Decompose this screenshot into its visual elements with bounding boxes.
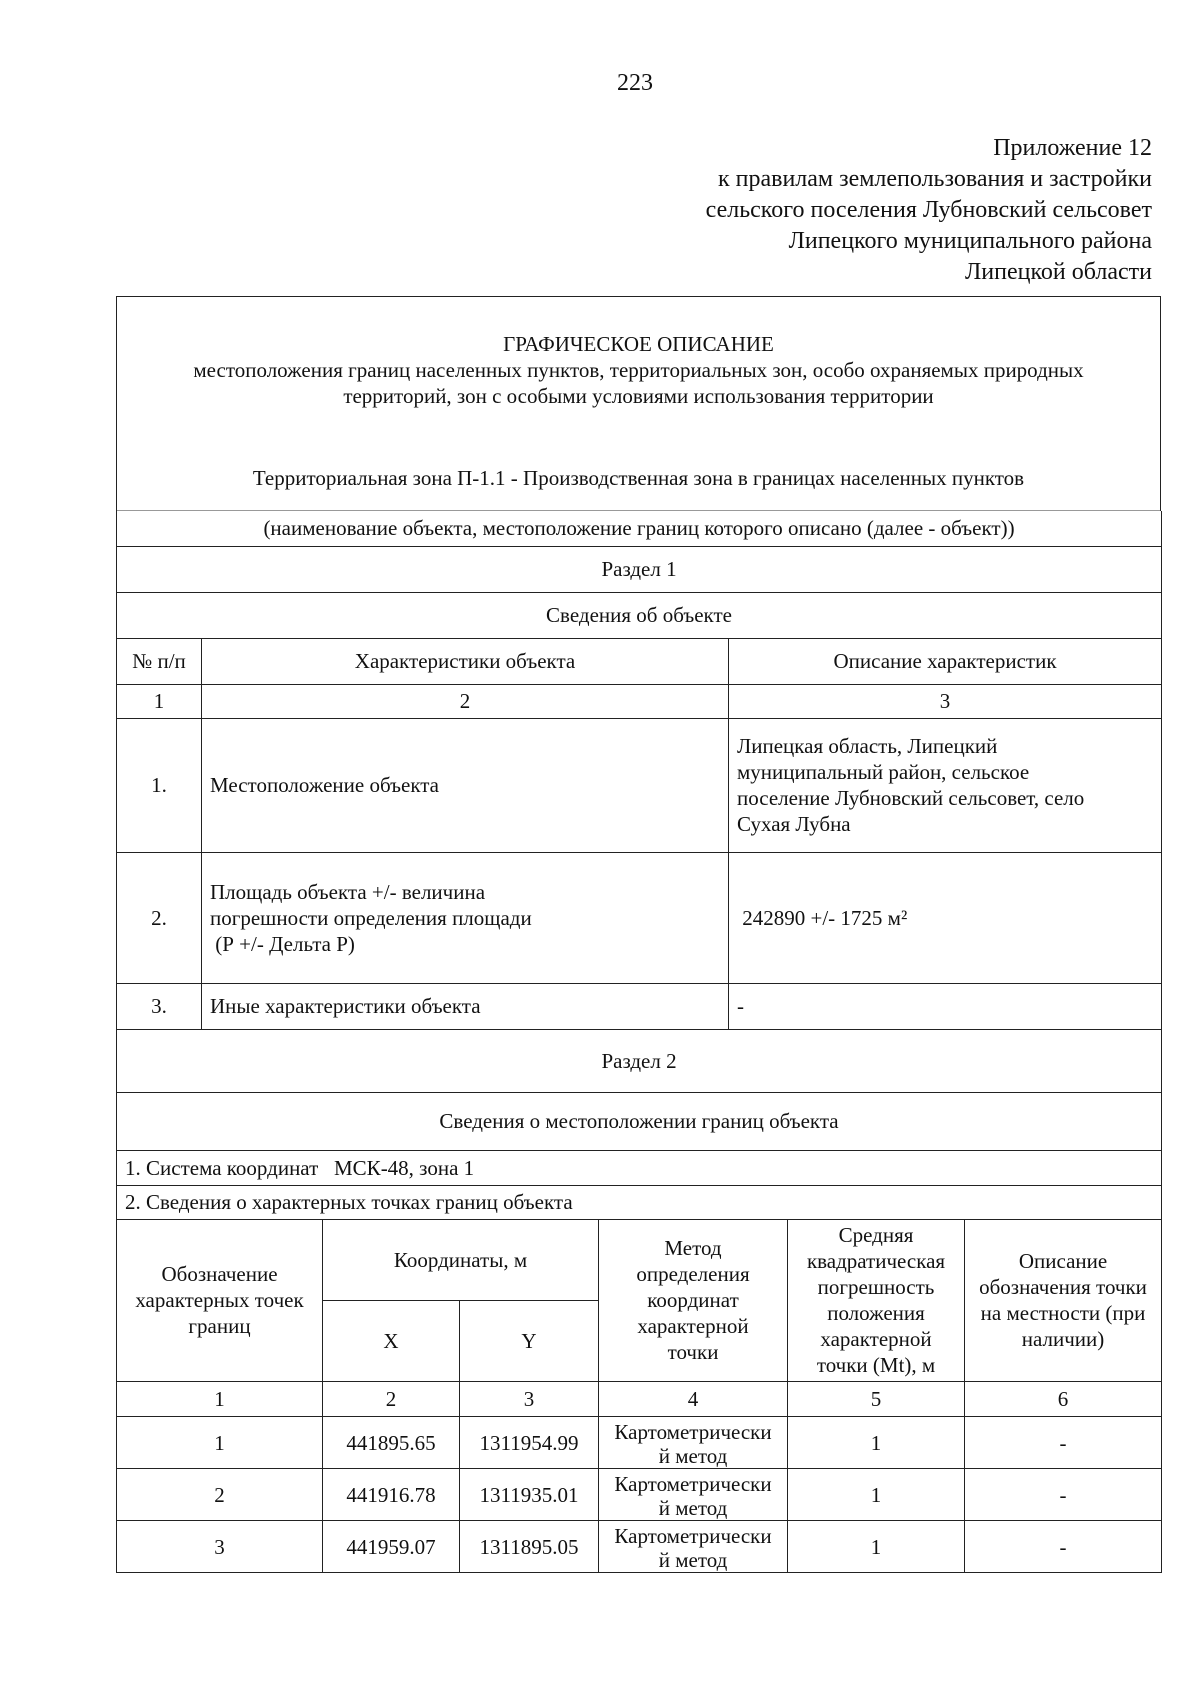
point-description: - [965, 1521, 1162, 1573]
point-id: 2 [117, 1469, 323, 1521]
graphic-description-form [116, 296, 1161, 1573]
col-number: 3 [729, 684, 1162, 718]
header-description [965, 1220, 1162, 1382]
header-line: на местности (при [980, 1301, 1146, 1326]
header-line: точки [667, 1340, 719, 1365]
section1-table [116, 511, 1162, 1220]
appendix-line: Липецкой области [965, 259, 1152, 285]
point-y: 1311954.99 [460, 1417, 599, 1469]
method-line: й метод [658, 1443, 728, 1468]
characteristic-line: Площадь объекта +/- величина [210, 879, 486, 904]
point-id: 3 [117, 1521, 323, 1573]
points-table [116, 1220, 1162, 1574]
appendix-line: Приложение 12 [993, 135, 1152, 161]
section1-subtitle: Сведения об объекте [117, 592, 1162, 638]
coordinate-system: 1. Система координат МСК-48, зона 1 [117, 1150, 1162, 1185]
row-description [729, 718, 1162, 852]
header-line: положения [827, 1301, 925, 1326]
appendix-line: сельского поселения Лубновский сельсовет [705, 197, 1152, 223]
zone-name: Территориальная зона П-1.1 - Производственная зона в границах населенных пунктов [252, 466, 1025, 490]
header-line: Метод [664, 1236, 722, 1261]
header-coordinates: Координаты, м [323, 1220, 599, 1301]
description-line: муниципальный район, сельское [737, 760, 1030, 784]
method-line: Картометрически [614, 1419, 772, 1444]
col-header-description: Описание характеристик [729, 638, 1162, 684]
point-error: 1 [788, 1469, 965, 1521]
header-line: погрешность [817, 1275, 935, 1300]
header-line: обозначения точки [979, 1275, 1147, 1300]
col-number: 2 [202, 684, 729, 718]
description-line: поселение Лубновский сельсовет, село [737, 786, 1085, 810]
point-x: 441959.07 [323, 1521, 460, 1573]
point-id: 1 [117, 1417, 323, 1469]
point-method [599, 1469, 788, 1521]
header-line: характерной [820, 1327, 932, 1352]
form-title: ГРАФИЧЕСКОЕ ОПИСАНИЕ [503, 332, 774, 356]
point-method [599, 1521, 788, 1573]
page-number: 223 [617, 70, 653, 96]
header-line: координат [647, 1288, 739, 1313]
appendix-heading [706, 133, 1152, 288]
row-characteristic: Иные характеристики объекта [202, 983, 729, 1029]
point-y: 1311935.01 [460, 1469, 599, 1521]
header-error [788, 1220, 965, 1382]
section1-title: Раздел 1 [117, 546, 1162, 592]
header-x: X [323, 1301, 460, 1382]
table-row [117, 1417, 1162, 1469]
header-line: определения [636, 1262, 750, 1287]
appendix-line: к правилам землепользования и застройки [717, 166, 1152, 192]
characteristic-line: погрешности определения площади [210, 905, 532, 930]
object-note: (наименование объекта, местоположение границ которого описано (далее - объект)) [117, 511, 1162, 546]
point-error: 1 [788, 1417, 965, 1469]
point-error: 1 [788, 1521, 965, 1573]
point-description: - [965, 1469, 1162, 1521]
form-header [116, 296, 1161, 511]
point-y: 1311895.05 [460, 1521, 599, 1573]
points-title: 2. Сведения о характерных точках границ объекта [117, 1185, 1162, 1219]
header-line: характерных точек [135, 1288, 304, 1313]
col-number: 4 [599, 1382, 788, 1417]
header-line: точки (Mt), м [816, 1353, 936, 1378]
table-row [117, 1521, 1162, 1573]
point-x: 441916.78 [323, 1469, 460, 1521]
header-line: границ [188, 1314, 251, 1339]
row-description: - [729, 983, 1162, 1029]
header-point [117, 1220, 323, 1382]
col-number: 1 [117, 684, 202, 718]
header-line: Обозначение [161, 1262, 278, 1287]
description-line: Сухая Лубна [737, 812, 851, 836]
method-line: й метод [658, 1495, 728, 1520]
characteristic-line: (Р +/- Дельта Р) [210, 931, 355, 956]
form-subtitle-line: местоположения границ населенных пунктов, территориальных зон, особо охраняемых природных [193, 358, 1084, 382]
col-number: 1 [117, 1382, 323, 1417]
section2-subtitle: Сведения о местоположении границ объекта [117, 1092, 1162, 1150]
row-characteristic [202, 852, 729, 983]
method-line: Картометрически [614, 1471, 772, 1496]
row-characteristic: Местоположение объекта [202, 718, 729, 852]
col-header-number: № п/п [117, 638, 202, 684]
row-number: 3. [117, 983, 202, 1029]
appendix-line: Липецкого муниципального района [788, 228, 1152, 254]
row-number: 2. [117, 852, 202, 983]
header-method [599, 1220, 788, 1382]
row-description: 242890 +/- 1725 м² [729, 852, 1162, 983]
header-line: квадратическая [806, 1249, 946, 1274]
method-line: Картометрически [614, 1523, 772, 1548]
col-header-characteristic: Характеристики объекта [202, 638, 729, 684]
col-number: 6 [965, 1382, 1162, 1417]
header-line: наличии) [1021, 1327, 1105, 1352]
header-line: Средняя [838, 1223, 914, 1248]
row-number: 1. [117, 718, 202, 852]
point-description: - [965, 1417, 1162, 1469]
divider [117, 510, 1160, 511]
section2-title: Раздел 2 [117, 1029, 1162, 1092]
col-number: 5 [788, 1382, 965, 1417]
table-row [117, 983, 1162, 1029]
table-row [117, 852, 1162, 983]
col-number: 3 [460, 1382, 599, 1417]
table-row [117, 718, 1162, 852]
header-line: характерной [637, 1314, 749, 1339]
point-x: 441895.65 [323, 1417, 460, 1469]
col-number: 2 [323, 1382, 460, 1417]
form-subtitle-line: территорий, зон с особыми условиями использования территории [343, 384, 934, 408]
table-row [117, 1469, 1162, 1521]
method-line: й метод [658, 1547, 728, 1572]
description-line: Липецкая область, Липецкий [737, 734, 998, 758]
header-line: Описание [1018, 1249, 1108, 1274]
point-method [599, 1417, 788, 1469]
header-y: Y [460, 1301, 599, 1382]
